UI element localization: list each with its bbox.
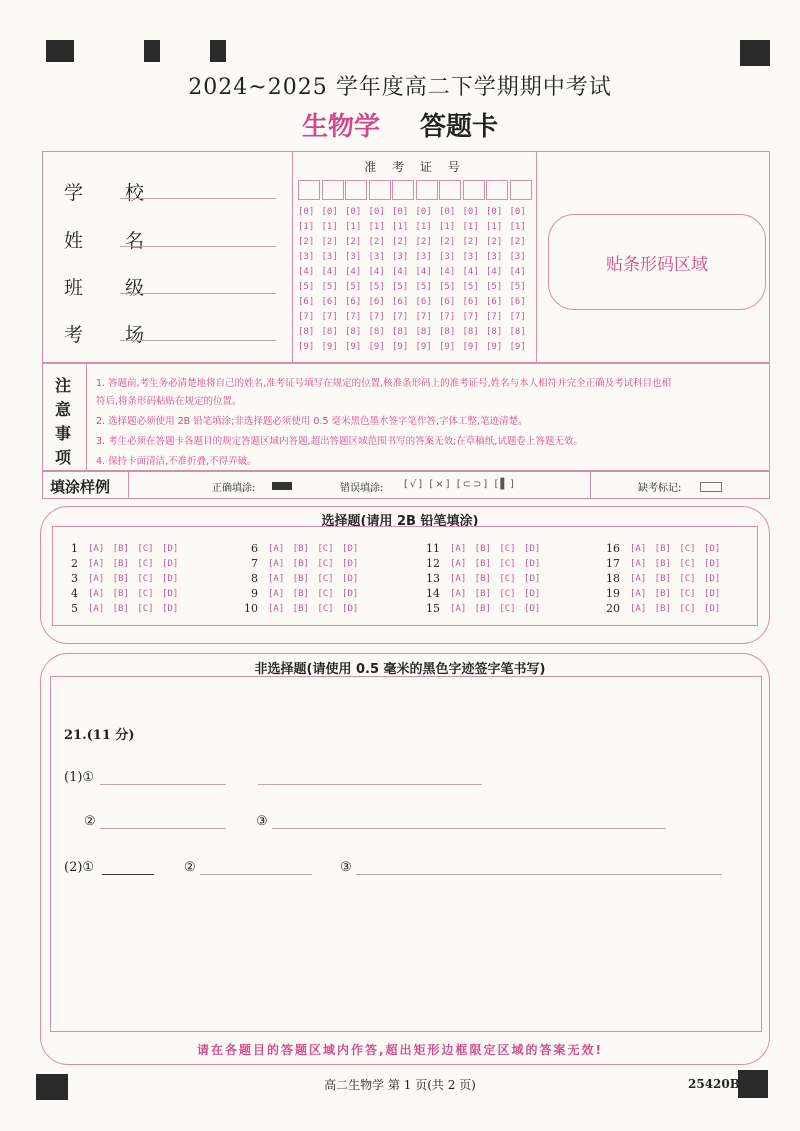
id-number-label: 准 考 证 号 <box>364 160 466 174</box>
id-digit-bubble[interactable]: [7] <box>415 312 432 322</box>
id-digit-bubble[interactable]: [1] <box>368 222 385 232</box>
choice-options[interactable]: [A] [B] [C] [D] <box>268 589 359 599</box>
id-digit-bubble[interactable]: [3] <box>345 252 362 262</box>
choice-question-number: 16 <box>606 542 620 555</box>
notes-heading-3: 事 <box>54 424 71 443</box>
q21-2-label-3: ③ <box>340 860 352 875</box>
barcode-area <box>548 214 766 310</box>
wrong-fill-label: 错误填涂: <box>340 483 384 494</box>
id-digit-bubble[interactable]: [7] <box>345 312 362 322</box>
id-digit-bubble[interactable]: [8] <box>392 327 409 337</box>
id-digit-box[interactable] <box>463 180 485 200</box>
choice-question-number: 7 <box>251 557 258 570</box>
id-digit-box[interactable] <box>345 180 367 200</box>
id-digit-bubble[interactable]: [7] <box>368 312 385 322</box>
id-digit-box[interactable] <box>439 180 461 200</box>
choice-question-number: 20 <box>606 602 620 615</box>
id-digit-bubble[interactable]: [9] <box>462 342 479 352</box>
choice-options[interactable]: [A] [B] [C] [D] <box>268 604 359 614</box>
room-label: 考 场 <box>64 324 163 346</box>
choice-options[interactable]: [A] [B] [C] [D] <box>88 604 179 614</box>
choice-question-number: 4 <box>71 587 78 600</box>
choice-options[interactable]: [A] [B] [C] [D] <box>88 589 179 599</box>
id-digit-bubble[interactable]: [6] <box>509 297 526 307</box>
choice-question-number: 10 <box>244 602 258 615</box>
id-digit-bubble[interactable]: [4] <box>462 267 479 277</box>
choice-options[interactable]: [A] [B] [C] [D] <box>630 559 721 569</box>
id-digit-bubble[interactable]: [3] <box>509 252 526 262</box>
id-digit-bubble[interactable]: [9] <box>345 342 362 352</box>
id-digit-bubble[interactable]: [8] <box>462 327 479 337</box>
card-heading <box>0 106 800 143</box>
choice-question-number: 6 <box>251 542 258 555</box>
id-digit-bubble[interactable]: [5] <box>321 282 338 292</box>
choice-options[interactable]: [A] [B] [C] [D] <box>88 544 179 554</box>
note-item: 2. 选择题必须使用 2B 铅笔填涂;非选择题必须使用 0.5 毫米黑色墨水签字笔作答,字体工整,笔迹清楚。 <box>96 416 528 427</box>
choice-question-number: 19 <box>606 587 620 600</box>
id-digit-bubble[interactable]: [0] <box>392 207 409 217</box>
school-label: 学 校 <box>64 182 163 204</box>
choice-question-number: 11 <box>426 542 440 555</box>
id-digit-bubble[interactable]: [4] <box>368 267 385 277</box>
id-digit-bubble[interactable]: [0] <box>345 207 362 217</box>
id-digit-bubble[interactable]: [8] <box>345 327 362 337</box>
q21-1-answer-2[interactable] <box>100 828 226 829</box>
id-digit-bubble[interactable]: [4] <box>321 267 338 277</box>
q21-1-label: (1)① <box>64 770 95 785</box>
id-digit-bubble[interactable]: [3] <box>368 252 385 262</box>
id-digit-bubble[interactable]: [2] <box>486 237 503 247</box>
id-digit-bubble[interactable]: [5] <box>509 282 526 292</box>
choice-question-number: 5 <box>71 602 78 615</box>
absent-mark-label: 缺考标记: <box>638 483 682 494</box>
id-digit-bubble[interactable]: [0] <box>486 207 503 217</box>
id-digit-bubble[interactable]: [0] <box>298 207 315 217</box>
choice-question-number: 13 <box>426 572 440 585</box>
id-digit-bubble[interactable]: [2] <box>321 237 338 247</box>
choice-options[interactable]: [A] [B] [C] [D] <box>450 559 541 569</box>
correct-fill-example <box>272 482 292 490</box>
note-item: 符后,将条形码粘贴在规定的位置。 <box>96 396 242 407</box>
id-digit-bubble[interactable]: [5] <box>439 282 456 292</box>
id-digit-bubble[interactable]: [8] <box>439 327 456 337</box>
choice-options[interactable]: [A] [B] [C] [D] <box>268 559 359 569</box>
id-digit-bubble[interactable]: [9] <box>486 342 503 352</box>
registration-mark <box>210 40 226 62</box>
id-digit-bubble[interactable]: [7] <box>392 312 409 322</box>
barcode-label: 贴条形码区域 <box>606 254 708 275</box>
id-digit-bubble[interactable]: [1] <box>415 222 432 232</box>
id-digit-bubble[interactable]: [1] <box>321 222 338 232</box>
id-digit-bubble[interactable]: [6] <box>392 297 409 307</box>
id-digit-bubble[interactable]: [0] <box>462 207 479 217</box>
room-field[interactable] <box>120 340 276 341</box>
choice-options[interactable]: [A] [B] [C] [D] <box>268 544 359 554</box>
q21-2-label-2: ② <box>184 860 196 875</box>
choice-options[interactable]: [A] [B] [C] [D] <box>450 574 541 584</box>
id-digit-bubble[interactable]: [4] <box>392 267 409 277</box>
choice-question-number: 17 <box>606 557 620 570</box>
choice-question-number: 15 <box>426 602 440 615</box>
id-digit-box[interactable] <box>416 180 438 200</box>
question-21-heading: 21.(11 分) <box>64 728 135 743</box>
id-digit-bubble[interactable]: [3] <box>462 252 479 262</box>
id-digit-bubble[interactable]: [4] <box>439 267 456 277</box>
id-digit-bubble[interactable]: [9] <box>298 342 315 352</box>
note-item: 4. 保持卡面清洁,不准折叠,不得弄破。 <box>96 456 257 467</box>
id-digit-bubble[interactable]: [0] <box>415 207 432 217</box>
notes-divider <box>86 363 87 471</box>
id-digit-bubble[interactable]: [1] <box>298 222 315 232</box>
choice-question-number: 1 <box>71 542 78 555</box>
id-digit-bubble[interactable]: [9] <box>368 342 385 352</box>
q21-2-answer-2[interactable] <box>200 874 312 875</box>
notes-heading-4: 项 <box>54 448 71 467</box>
choice-options[interactable]: [A] [B] [C] [D] <box>268 574 359 584</box>
id-digit-bubble[interactable]: [6] <box>345 297 362 307</box>
exam-title: 2024~2025 学年度高二下学期期中考试 <box>188 75 612 100</box>
id-digit-bubble[interactable]: [5] <box>486 282 503 292</box>
fill-sample-divider <box>128 471 129 499</box>
nonchoice-title: 非选择题(请使用 0.5 毫米的黑色字迹签字笔书写) <box>254 662 546 677</box>
q21-2-answer-3[interactable] <box>356 874 722 875</box>
id-digit-bubble[interactable]: [7] <box>298 312 315 322</box>
id-digit-bubble[interactable]: [1] <box>345 222 362 232</box>
wrong-fill-examples: [√] [×] [⊂⊃] [▌] <box>404 479 516 490</box>
id-digit-bubble[interactable]: [7] <box>439 312 456 322</box>
id-digit-bubble[interactable]: [5] <box>462 282 479 292</box>
choice-question-number: 2 <box>71 557 78 570</box>
id-digit-bubble[interactable]: [6] <box>321 297 338 307</box>
id-digit-bubble[interactable]: [9] <box>509 342 526 352</box>
id-digit-bubble[interactable]: [1] <box>392 222 409 232</box>
card-label: 答题卡 <box>420 112 499 142</box>
id-digit-bubble[interactable]: [7] <box>321 312 338 322</box>
correct-fill-label: 正确填涂: <box>212 483 256 494</box>
id-digit-box[interactable] <box>322 180 344 200</box>
choice-options[interactable]: [A] [B] [C] [D] <box>88 559 179 569</box>
q21-2-answer-1[interactable] <box>102 874 154 875</box>
id-digit-bubble[interactable]: [8] <box>486 327 503 337</box>
choice-question-number: 9 <box>251 587 258 600</box>
id-digit-bubble[interactable]: [8] <box>368 327 385 337</box>
id-digit-bubble[interactable]: [2] <box>415 237 432 247</box>
id-digit-bubble[interactable]: [8] <box>298 327 315 337</box>
class-field[interactable] <box>120 293 276 294</box>
id-digit-bubble[interactable]: [3] <box>486 252 503 262</box>
choice-question-number: 3 <box>71 572 78 585</box>
id-digit-bubble[interactable]: [2] <box>298 237 315 247</box>
subject-name: 生物学 <box>301 112 380 142</box>
id-digit-bubble[interactable]: [6] <box>415 297 432 307</box>
choice-title: 选择题(请用 2B 铅笔填涂) <box>321 514 479 529</box>
id-digit-bubble[interactable]: [5] <box>345 282 362 292</box>
nonchoice-answer-area <box>50 676 762 1032</box>
id-digit-bubble[interactable]: [4] <box>509 267 526 277</box>
info-divider-1 <box>292 151 293 363</box>
choice-options[interactable]: [A] [B] [C] [D] <box>630 604 721 614</box>
id-digit-box[interactable] <box>486 180 508 200</box>
choice-question-number: 12 <box>426 557 440 570</box>
choice-options[interactable]: [A] [B] [C] [D] <box>630 589 721 599</box>
note-item: 3. 考生必须在答题卡各题目的规定答题区域内答题,超出答题区域范围书写的答案无效;在草稿纸,试题卷上答题无效。 <box>96 436 583 447</box>
choice-options[interactable]: [A] [B] [C] [D] <box>450 604 541 614</box>
id-digit-bubble[interactable]: [3] <box>321 252 338 262</box>
id-digit-bubble[interactable]: [1] <box>439 222 456 232</box>
choice-question-number: 8 <box>251 572 258 585</box>
id-digit-bubble[interactable]: [3] <box>439 252 456 262</box>
registration-mark <box>46 40 74 62</box>
id-digit-bubble[interactable]: [8] <box>415 327 432 337</box>
id-digit-bubble[interactable]: [4] <box>345 267 362 277</box>
id-digit-bubble[interactable]: [2] <box>462 237 479 247</box>
q21-1-answer-1b[interactable] <box>258 784 482 785</box>
id-digit-bubble[interactable]: [6] <box>298 297 315 307</box>
q21-1-answer-3[interactable] <box>272 828 666 829</box>
id-digit-bubble[interactable]: [5] <box>392 282 409 292</box>
q21-2-label: (2)① <box>64 860 95 875</box>
id-digit-bubble[interactable]: [3] <box>415 252 432 262</box>
id-digit-bubble[interactable]: [0] <box>368 207 385 217</box>
class-label: 班 级 <box>64 277 163 299</box>
choice-options[interactable]: [A] [B] [C] [D] <box>88 574 179 584</box>
id-digit-bubble[interactable]: [8] <box>321 327 338 337</box>
out-of-bounds-warning: 请在各题目的答题区域内作答,超出矩形边框限定区域的答案无效! <box>196 1043 604 1057</box>
id-digit-bubble[interactable]: [6] <box>486 297 503 307</box>
choice-question-number: 14 <box>426 587 440 600</box>
registration-mark <box>144 40 160 62</box>
id-digit-bubble[interactable]: [4] <box>486 267 503 277</box>
id-digit-bubble[interactable]: [7] <box>486 312 503 322</box>
q21-1-answer-1[interactable] <box>100 784 226 785</box>
id-digit-bubble[interactable]: [5] <box>415 282 432 292</box>
id-digit-bubble[interactable]: [6] <box>368 297 385 307</box>
card-code: 25420B <box>688 1077 740 1091</box>
id-digit-bubble[interactable]: [4] <box>415 267 432 277</box>
id-digit-bubble[interactable]: [8] <box>509 327 526 337</box>
choice-question-number: 18 <box>606 572 620 585</box>
page-indicator: 高二生物学 第 1 页(共 2 页) <box>324 1078 476 1092</box>
id-digit-bubble[interactable]: [3] <box>298 252 315 262</box>
name-label: 姓 名 <box>64 230 163 252</box>
id-digit-bubble[interactable]: [9] <box>321 342 338 352</box>
id-digit-box[interactable] <box>392 180 414 200</box>
choice-options[interactable]: [A] [B] [C] [D] <box>630 574 721 584</box>
id-digit-bubble[interactable]: [6] <box>462 297 479 307</box>
fill-sample-label: 填涂样例 <box>50 478 111 496</box>
id-digit-bubble[interactable]: [6] <box>439 297 456 307</box>
notes-heading-1: 注 <box>54 376 71 395</box>
id-digit-bubble[interactable]: [5] <box>298 282 315 292</box>
id-digit-box[interactable] <box>369 180 391 200</box>
id-digit-bubble[interactable]: [2] <box>509 237 526 247</box>
note-item: 1. 答题前,考生务必清楚地将自己的姓名,准考证号填写在规定的位置,核准条形码上的准考证号,姓名与本人相符并完全正确及考试科目也相 <box>96 378 672 389</box>
id-digit-bubble[interactable]: [2] <box>439 237 456 247</box>
id-digit-bubble[interactable]: [4] <box>298 267 315 277</box>
notes-heading-2: 意 <box>54 400 71 419</box>
choice-options[interactable]: [A] [B] [C] [D] <box>450 544 541 554</box>
id-digit-bubble[interactable]: [2] <box>392 237 409 247</box>
info-divider-2 <box>536 151 537 363</box>
choice-options[interactable]: [A] [B] [C] [D] <box>450 589 541 599</box>
id-digit-bubble[interactable]: [7] <box>462 312 479 322</box>
id-digit-bubble[interactable]: [1] <box>486 222 503 232</box>
id-digit-bubble[interactable]: [0] <box>509 207 526 217</box>
id-digit-box[interactable] <box>298 180 320 200</box>
id-digit-bubble[interactable]: [1] <box>509 222 526 232</box>
choice-options[interactable]: [A] [B] [C] [D] <box>630 544 721 554</box>
fill-sample-divider <box>590 471 591 499</box>
id-digit-bubble[interactable]: [3] <box>392 252 409 262</box>
id-digit-bubble[interactable]: [0] <box>439 207 456 217</box>
id-digit-bubble[interactable]: [5] <box>368 282 385 292</box>
registration-mark <box>740 40 770 66</box>
q21-1-label-2: ② <box>84 814 96 829</box>
id-digit-bubble[interactable]: [9] <box>439 342 456 352</box>
name-field[interactable] <box>120 246 276 247</box>
id-digit-bubble[interactable]: [1] <box>462 222 479 232</box>
id-digit-bubble[interactable]: [9] <box>392 342 409 352</box>
id-digit-bubble[interactable]: [7] <box>509 312 526 322</box>
id-digit-bubble[interactable]: [2] <box>345 237 362 247</box>
school-field[interactable] <box>120 198 276 199</box>
q21-1-label-3: ③ <box>256 814 268 829</box>
id-digit-box[interactable] <box>510 180 532 200</box>
id-digit-bubble[interactable]: [2] <box>368 237 385 247</box>
absent-mark-box[interactable] <box>700 482 722 492</box>
id-digit-bubble[interactable]: [0] <box>321 207 338 217</box>
id-digit-bubble[interactable]: [9] <box>415 342 432 352</box>
